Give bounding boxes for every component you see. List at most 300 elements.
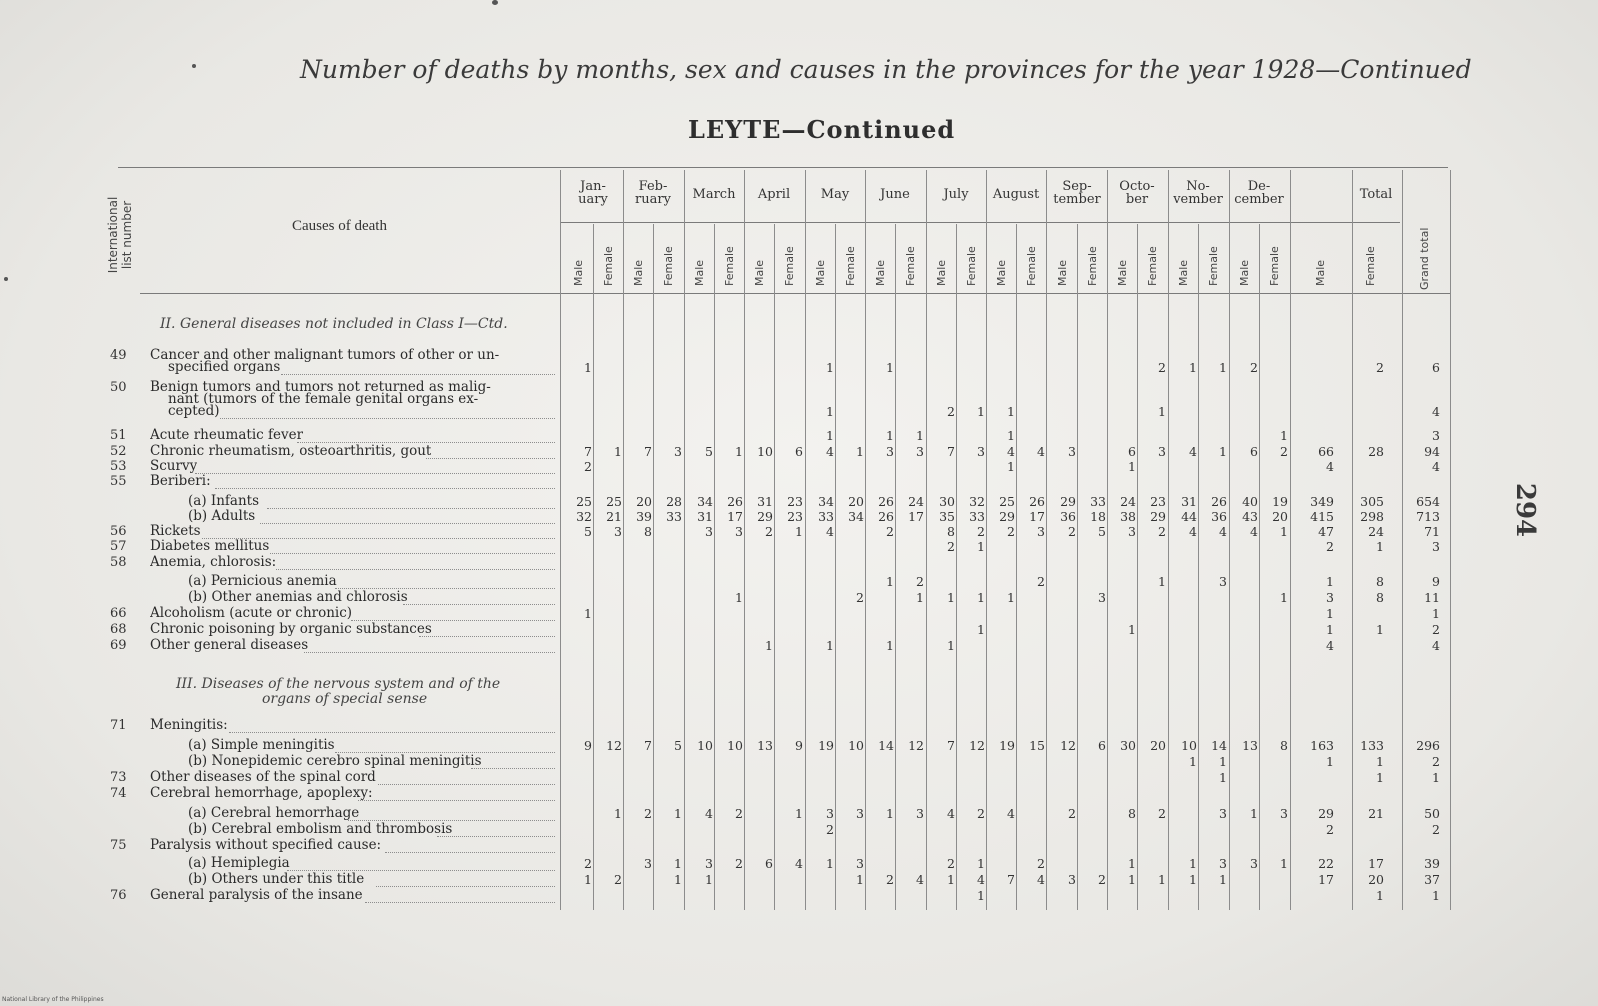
- month-value-cell: 1: [826, 360, 834, 375]
- month-value-cell: 2: [1250, 360, 1258, 375]
- month-value-cell: 2: [1158, 806, 1166, 821]
- month-value-cell: 19: [1272, 494, 1288, 509]
- month-value-cell: 13: [1242, 738, 1258, 753]
- month-value-cell: 20: [1150, 738, 1166, 753]
- total-cell: 4: [1326, 459, 1334, 474]
- month-value-cell: 1: [1158, 404, 1166, 419]
- month-value-cell: 3: [1219, 856, 1227, 871]
- leader-dots: [385, 851, 555, 853]
- month-value-cell: 1: [886, 360, 894, 375]
- intl-list-number: 75: [110, 838, 127, 853]
- month-value-cell: 4: [826, 524, 834, 539]
- month-value-cell: 31: [757, 494, 773, 509]
- month-value-cell: 4: [1007, 444, 1015, 459]
- month-value-cell: 17: [727, 509, 743, 524]
- month-value-cell: 15: [1029, 738, 1045, 753]
- month-value-cell: 10: [757, 444, 773, 459]
- month-value-cell: 4: [977, 872, 985, 887]
- month-value-cell: 38: [1120, 509, 1136, 524]
- male-subheader: Male: [632, 259, 645, 286]
- grand-total-cell: 713: [1416, 509, 1440, 524]
- female-subheader: Female: [844, 246, 857, 286]
- month-value-cell: 2: [765, 524, 773, 539]
- month-value-cell: 6: [1250, 444, 1258, 459]
- month-value-cell: 32: [969, 494, 985, 509]
- month-value-cell: 3: [1068, 444, 1076, 459]
- month-value-cell: 2: [947, 539, 955, 554]
- female-subheader: Female: [1268, 246, 1281, 286]
- month-value-cell: 1: [947, 872, 955, 887]
- month-value-cell: 1: [1280, 590, 1288, 605]
- month-value-cell: 1: [674, 872, 682, 887]
- cause-of-death-label: General paralysis of the insane: [150, 888, 363, 903]
- month-value-cell: 43: [1242, 509, 1258, 524]
- page-number: 294: [1510, 482, 1541, 538]
- intl-list-number: 49: [110, 348, 127, 363]
- month-value-cell: 2: [947, 856, 955, 871]
- total-cell: 3: [1326, 590, 1334, 605]
- month-value-cell: 1: [826, 404, 834, 419]
- female-subheader: Female: [904, 246, 917, 286]
- month-value-cell: 1: [977, 888, 985, 903]
- month-value-cell: 3: [1068, 872, 1076, 887]
- month-value-cell: 1: [584, 872, 592, 887]
- month-value-cell: 3: [705, 856, 713, 871]
- month-value-cell: 1: [886, 806, 894, 821]
- month-value-cell: 2: [977, 806, 985, 821]
- total-cell: 1: [1376, 888, 1384, 903]
- male-subheader: Male: [693, 259, 706, 286]
- month-value-cell: 29: [1150, 509, 1166, 524]
- total-cell: 28: [1368, 444, 1384, 459]
- month-value-cell: 1: [1158, 872, 1166, 887]
- month-value-cell: 2: [1037, 856, 1045, 871]
- month-value-cell: 26: [1211, 494, 1227, 509]
- total-cell: 415: [1310, 509, 1334, 524]
- cause-of-death-label: (b) Nonepidemic cerebro spinal meningitis: [188, 754, 482, 769]
- intl-list-number: 53: [110, 459, 127, 474]
- month-value-cell: 1: [1158, 574, 1166, 589]
- female-subheader: Female: [1086, 246, 1099, 286]
- month-value-cell: 1: [765, 638, 773, 653]
- month-value-cell: 20: [1272, 509, 1288, 524]
- total-cell: 163: [1310, 738, 1334, 753]
- month-value-cell: 3: [1098, 590, 1106, 605]
- month-value-cell: 3: [856, 806, 864, 821]
- total-cell: 8: [1376, 590, 1384, 605]
- month-value-cell: 1: [1189, 754, 1197, 769]
- month-value-cell: 6: [1128, 444, 1136, 459]
- month-value-cell: 24: [908, 494, 924, 509]
- month-value-cell: 4: [1037, 444, 1045, 459]
- section-heading-class-ii: II. General diseases not included in Class I—Ctd.: [160, 316, 508, 332]
- month-value-cell: 24: [1120, 494, 1136, 509]
- month-value-cell: 1: [1219, 444, 1227, 459]
- grand-total-cell: 4: [1432, 404, 1440, 419]
- month-value-cell: 30: [939, 494, 955, 509]
- month-value-cell: 2: [977, 524, 985, 539]
- month-value-cell: 10: [1181, 738, 1197, 753]
- intl-list-number-header: International list number: [106, 196, 134, 274]
- male-subheader: Male: [995, 259, 1008, 286]
- month-value-cell: 4: [1189, 524, 1197, 539]
- cause-of-death-label: (a) Hemiplegia: [188, 856, 290, 871]
- month-value-cell: 4: [916, 872, 924, 887]
- month-value-cell: 1: [614, 806, 622, 821]
- month-value-cell: 29: [757, 509, 773, 524]
- grand-total-cell: 4: [1432, 638, 1440, 653]
- leader-dots: [215, 487, 555, 489]
- total-cell: 133: [1360, 738, 1384, 753]
- month-value-cell: 2: [916, 574, 924, 589]
- leader-dots: [229, 731, 555, 733]
- grand-total-cell: 3: [1432, 428, 1440, 443]
- grand-total-cell: 1: [1432, 770, 1440, 785]
- month-value-cell: 5: [1098, 524, 1106, 539]
- male-subheader: Male: [572, 259, 585, 286]
- month-value-cell: 4: [705, 806, 713, 821]
- cause-of-death-label: Rickets: [150, 524, 201, 539]
- month-value-cell: 2: [1068, 524, 1076, 539]
- female-subheader: Female: [1025, 246, 1038, 286]
- cause-of-death-label: (a) Cerebral hemorrhage: [188, 806, 360, 821]
- cause-of-death-label: Acute rheumatic fever: [150, 428, 304, 443]
- total-cell: 1: [1376, 770, 1384, 785]
- cause-of-death-label: (a) Infants: [188, 494, 259, 509]
- cause-of-death-label: (a) Simple meningitis: [188, 738, 335, 753]
- month-value-cell: 12: [969, 738, 985, 753]
- cause-of-death-label: Chronic poisoning by organic substances: [150, 622, 432, 637]
- month-value-cell: 17: [1029, 509, 1045, 524]
- month-value-cell: 3: [735, 524, 743, 539]
- month-value-cell: 9: [795, 738, 803, 753]
- month-value-cell: 4: [1189, 444, 1197, 459]
- month-value-cell: 2: [644, 806, 652, 821]
- male-subheader: Male: [1177, 259, 1190, 286]
- month-value-cell: 35: [939, 509, 955, 524]
- total-cell: 1: [1326, 622, 1334, 637]
- month-value-cell: 6: [795, 444, 803, 459]
- month-value-cell: 2: [584, 459, 592, 474]
- intl-list-number: 76: [110, 888, 127, 903]
- month-value-cell: 2: [1037, 574, 1045, 589]
- month-value-cell: 1: [674, 856, 682, 871]
- total-cell: 1: [1326, 754, 1334, 769]
- month-value-cell: 12: [908, 738, 924, 753]
- month-value-cell: 34: [697, 494, 713, 509]
- month-value-cell: 1: [947, 590, 955, 605]
- month-value-cell: 25: [999, 494, 1015, 509]
- intl-list-number: 69: [110, 638, 127, 653]
- footer-credit: National Library of the Philippines: [2, 996, 104, 1003]
- month-value-cell: 8: [1128, 806, 1136, 821]
- month-value-cell: 3: [886, 444, 894, 459]
- month-value-cell: 26: [878, 494, 894, 509]
- causes-of-death-header: Causes of death: [292, 218, 387, 234]
- month-value-cell: 2: [614, 872, 622, 887]
- month-value-cell: 3: [644, 856, 652, 871]
- month-value-cell: 17: [908, 509, 924, 524]
- grand-total-cell: 1: [1432, 888, 1440, 903]
- month-value-cell: 6: [1098, 738, 1106, 753]
- month-value-cell: 2: [584, 856, 592, 871]
- month-value-cell: 13: [757, 738, 773, 753]
- total-cell: 22: [1318, 856, 1334, 871]
- month-value-cell: 1: [886, 574, 894, 589]
- month-value-cell: 1: [856, 872, 864, 887]
- month-value-cell: 2: [1098, 872, 1106, 887]
- month-header: April: [757, 187, 791, 202]
- month-value-cell: 1: [1280, 428, 1288, 443]
- month-value-cell: 4: [1250, 524, 1258, 539]
- month-value-cell: 1: [1128, 872, 1136, 887]
- month-value-cell: 8: [1280, 738, 1288, 753]
- total-cell: 17: [1318, 872, 1334, 887]
- month-value-cell: 1: [977, 404, 985, 419]
- month-value-cell: 19: [818, 738, 834, 753]
- month-header-rule: [560, 222, 1400, 223]
- month-header: No- vember: [1173, 179, 1223, 207]
- grand-total-cell: 9: [1432, 574, 1440, 589]
- month-value-cell: 1: [795, 524, 803, 539]
- total-cell: 1: [1376, 622, 1384, 637]
- male-subheader: Male: [935, 259, 948, 286]
- month-value-cell: 12: [1060, 738, 1076, 753]
- total-cell: 2: [1326, 822, 1334, 837]
- month-value-cell: 25: [576, 494, 592, 509]
- month-value-cell: 4: [826, 444, 834, 459]
- month-value-cell: 1: [977, 539, 985, 554]
- month-value-cell: 3: [1219, 574, 1227, 589]
- intl-list-number: 55: [110, 474, 127, 489]
- month-value-cell: 23: [787, 494, 803, 509]
- month-value-cell: 3: [1280, 806, 1288, 821]
- intl-list-number: 71: [110, 718, 127, 733]
- page-title: Number of deaths by months, sex and causes in the provinces for the year 1928—Continued: [300, 55, 1472, 84]
- cause-of-death-label: Beriberi:: [150, 474, 211, 489]
- month-value-cell: 1: [795, 806, 803, 821]
- male-subheader: Male: [1238, 259, 1251, 286]
- female-subheader: Female: [1364, 246, 1377, 286]
- intl-list-number: 74: [110, 786, 127, 801]
- month-value-cell: 2: [1068, 806, 1076, 821]
- month-value-cell: 1: [1219, 754, 1227, 769]
- month-value-cell: 1: [856, 444, 864, 459]
- month-value-cell: 1: [947, 638, 955, 653]
- month-value-cell: 1: [1189, 856, 1197, 871]
- total-cell: 21: [1368, 806, 1384, 821]
- month-header: Jan- uary: [578, 179, 608, 207]
- month-value-cell: 23: [1150, 494, 1166, 509]
- month-value-cell: 1: [735, 590, 743, 605]
- grand-total-cell: 11: [1424, 590, 1440, 605]
- female-subheader: Female: [602, 246, 615, 286]
- male-subheader: Male: [874, 259, 887, 286]
- month-value-cell: 33: [666, 509, 682, 524]
- month-value-cell: 4: [795, 856, 803, 871]
- cause-of-death-label: (b) Others under this title: [188, 872, 365, 887]
- male-subheader: Male: [1116, 259, 1129, 286]
- month-value-cell: 1: [916, 590, 924, 605]
- month-value-cell: 2: [1007, 524, 1015, 539]
- grand-total-cell: 50: [1424, 806, 1440, 821]
- month-value-cell: 2: [735, 856, 743, 871]
- month-value-cell: 1: [1250, 806, 1258, 821]
- total-cell: 2: [1376, 360, 1384, 375]
- cause-of-death-label: specified organs: [168, 360, 281, 375]
- cause-of-death-label: Other diseases of the spinal cord: [150, 770, 376, 785]
- cause-of-death-label: nant (tumors of the female genital organs ex-: [168, 392, 479, 407]
- month-value-cell: 1: [1007, 459, 1015, 474]
- total-cell: 29: [1318, 806, 1334, 821]
- month-value-cell: 33: [969, 509, 985, 524]
- month-value-cell: 3: [1037, 524, 1045, 539]
- month-value-cell: 31: [1181, 494, 1197, 509]
- cause-of-death-label: (b) Other anemias and chlorosis: [188, 590, 408, 605]
- grand-total-cell: 6: [1432, 360, 1440, 375]
- cause-of-death-label: (b) Cerebral embolism and thrombosis: [188, 822, 453, 837]
- month-header: Sep- tember: [1053, 179, 1101, 207]
- month-value-cell: 1: [977, 856, 985, 871]
- month-value-cell: 33: [1090, 494, 1106, 509]
- grand-total-cell: 296: [1416, 738, 1440, 753]
- intl-list-number: 68: [110, 622, 127, 637]
- month-value-cell: 1: [886, 638, 894, 653]
- month-header: De- cember: [1234, 179, 1284, 207]
- month-value-cell: 4: [947, 806, 955, 821]
- month-value-cell: 2: [1158, 524, 1166, 539]
- page-subtitle: LEYTE—Continued: [688, 115, 956, 144]
- month-value-cell: 8: [947, 524, 955, 539]
- month-value-cell: 34: [818, 494, 834, 509]
- month-value-cell: 3: [826, 806, 834, 821]
- month-value-cell: 1: [735, 444, 743, 459]
- month-value-cell: 31: [697, 509, 713, 524]
- month-value-cell: 5: [705, 444, 713, 459]
- month-value-cell: 2: [886, 872, 894, 887]
- month-value-cell: 8: [644, 524, 652, 539]
- month-value-cell: 28: [666, 494, 682, 509]
- scan-speck: [192, 64, 196, 68]
- month-value-cell: 3: [1250, 856, 1258, 871]
- month-value-cell: 1: [1189, 872, 1197, 887]
- month-value-cell: 40: [1242, 494, 1258, 509]
- month-value-cell: 36: [1060, 509, 1076, 524]
- month-value-cell: 18: [1090, 509, 1106, 524]
- month-header: March: [692, 187, 736, 202]
- month-value-cell: 1: [1007, 428, 1015, 443]
- month-value-cell: 20: [636, 494, 652, 509]
- month-value-cell: 12: [606, 738, 622, 753]
- total-cell: 305: [1360, 494, 1384, 509]
- month-value-cell: 34: [848, 509, 864, 524]
- cause-of-death-label: Alcoholism (acute or chronic): [150, 606, 353, 621]
- month-header: July: [943, 187, 969, 202]
- month-value-cell: 1: [584, 606, 592, 621]
- month-value-cell: 1: [826, 638, 834, 653]
- month-value-cell: 1: [916, 428, 924, 443]
- month-value-cell: 1: [977, 622, 985, 637]
- intl-list-number: 58: [110, 555, 127, 570]
- month-value-cell: 4: [1219, 524, 1227, 539]
- month-value-cell: 30: [1120, 738, 1136, 753]
- month-value-cell: 1: [886, 428, 894, 443]
- month-value-cell: 1: [826, 856, 834, 871]
- intl-list-number: 52: [110, 444, 127, 459]
- grand-total-cell: 3: [1432, 539, 1440, 554]
- month-value-cell: 7: [947, 444, 955, 459]
- month-header: June: [880, 187, 910, 202]
- intl-list-number: 57: [110, 539, 127, 554]
- month-value-cell: 2: [1158, 360, 1166, 375]
- month-value-cell: 1: [584, 360, 592, 375]
- month-value-cell: 23: [787, 509, 803, 524]
- cause-of-death-label: Other general diseases: [150, 638, 309, 653]
- total-cell: 1: [1376, 539, 1384, 554]
- month-value-cell: 32: [576, 509, 592, 524]
- month-value-cell: 10: [848, 738, 864, 753]
- month-value-cell: 2: [1280, 444, 1288, 459]
- month-value-cell: 20: [848, 494, 864, 509]
- intl-list-number: 56: [110, 524, 127, 539]
- month-value-cell: 1: [1280, 856, 1288, 871]
- month-value-cell: 1: [1128, 856, 1136, 871]
- month-value-cell: 3: [916, 806, 924, 821]
- month-value-cell: 25: [606, 494, 622, 509]
- female-subheader: Female: [723, 246, 736, 286]
- month-value-cell: 19: [999, 738, 1015, 753]
- cause-of-death-label: Paralysis without specified cause:: [150, 838, 382, 853]
- total-cell: 349: [1310, 494, 1334, 509]
- grand-total-cell: 39: [1424, 856, 1440, 871]
- month-value-cell: 7: [1007, 872, 1015, 887]
- month-value-cell: 7: [584, 444, 592, 459]
- grand-total-cell: 4: [1432, 459, 1440, 474]
- total-cell: 1: [1326, 606, 1334, 621]
- month-value-cell: 1: [1219, 770, 1227, 785]
- cause-of-death-label: cepted): [168, 404, 220, 419]
- female-subheader: Female: [1207, 246, 1220, 286]
- month-value-cell: 2: [856, 590, 864, 605]
- month-value-cell: 3: [916, 444, 924, 459]
- grand-total-cell: 94: [1424, 444, 1440, 459]
- cause-of-death-label: (a) Pernicious anemia: [188, 574, 337, 589]
- total-cell: 1: [1326, 574, 1334, 589]
- section-heading-class-iii: III. Diseases of the nervous system and of the: [176, 676, 501, 692]
- total-cell: 4: [1326, 638, 1334, 653]
- month-value-cell: 3: [1128, 524, 1136, 539]
- month-value-cell: 1: [1280, 524, 1288, 539]
- grand-total-cell: 1: [1432, 606, 1440, 621]
- month-value-cell: 1: [826, 428, 834, 443]
- month-value-cell: 7: [947, 738, 955, 753]
- total-cell: 66: [1318, 444, 1334, 459]
- table-top-rule: [118, 167, 1448, 168]
- leader-dots: [276, 568, 555, 570]
- month-value-cell: 1: [674, 806, 682, 821]
- month-value-cell: 3: [705, 524, 713, 539]
- month-value-cell: 1: [1128, 622, 1136, 637]
- month-header-total: Total: [1359, 187, 1393, 202]
- intl-list-number: 73: [110, 770, 127, 785]
- total-cell: 47: [1318, 524, 1334, 539]
- month-value-cell: 39: [636, 509, 652, 524]
- grand-total-cell: 37: [1424, 872, 1440, 887]
- cause-of-death-label: (b) Adults: [188, 509, 256, 524]
- cause-of-death-label: Diabetes mellitus: [150, 539, 270, 554]
- month-value-cell: 3: [856, 856, 864, 871]
- leader-dots: [358, 799, 555, 801]
